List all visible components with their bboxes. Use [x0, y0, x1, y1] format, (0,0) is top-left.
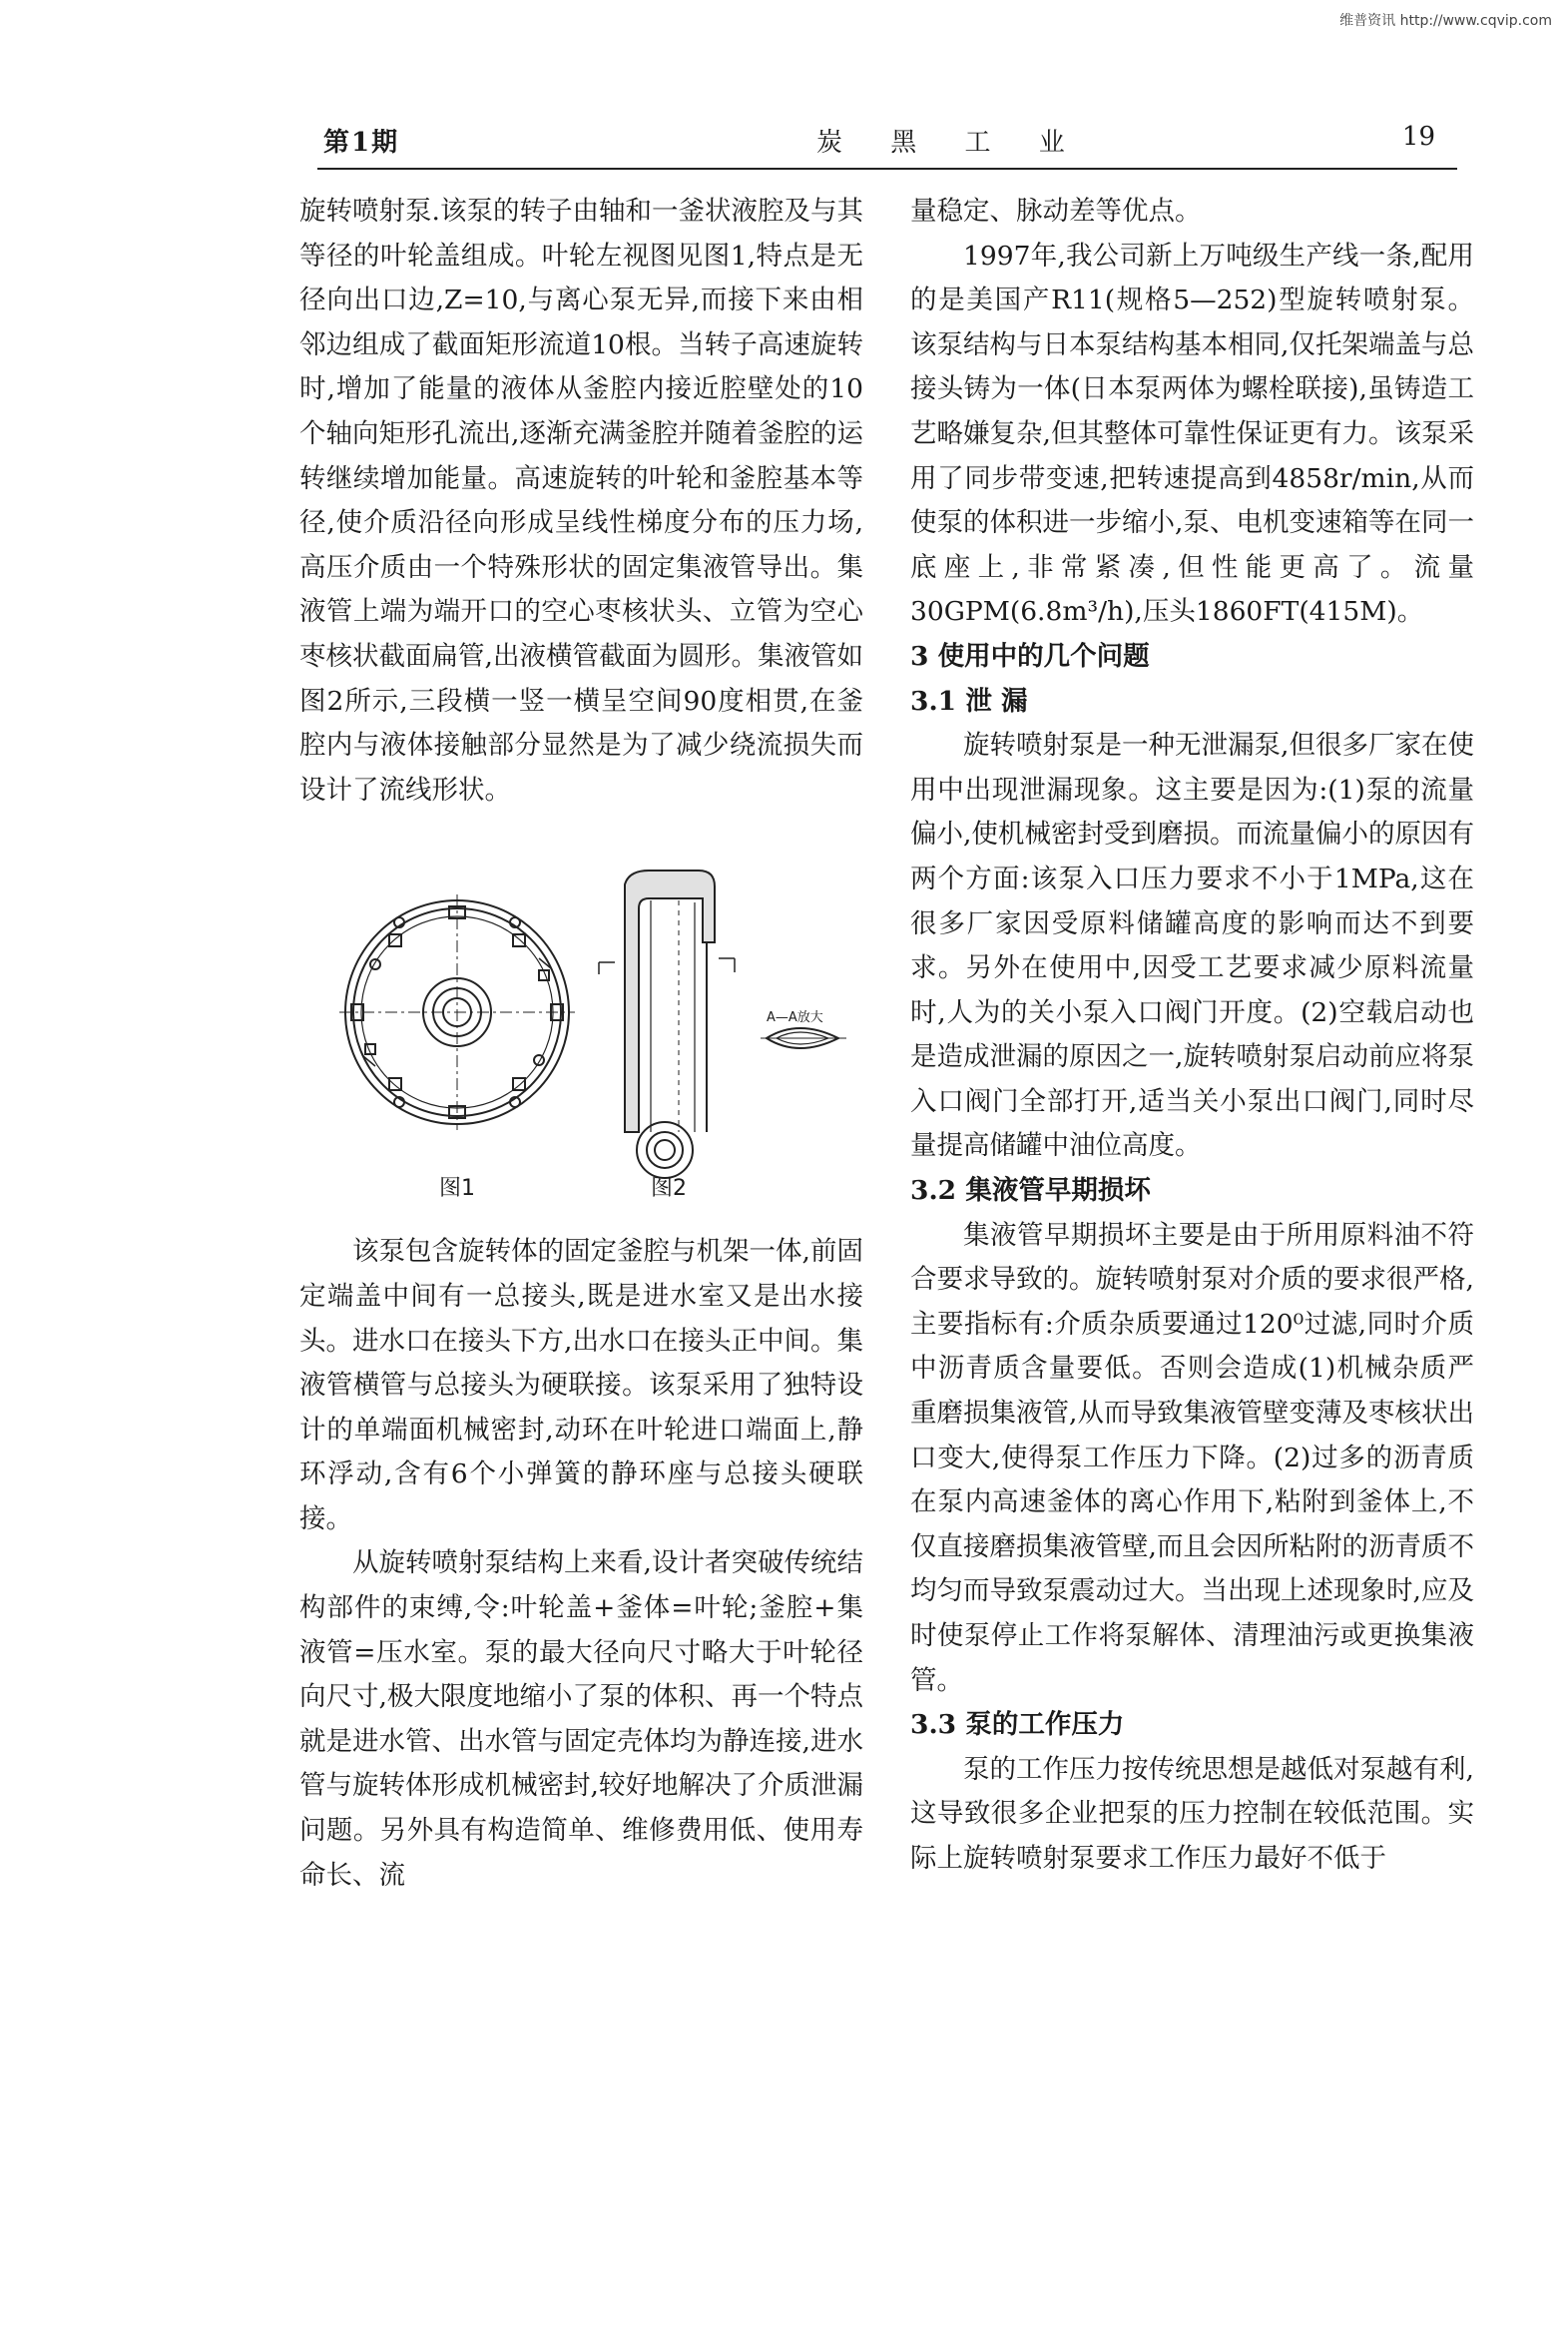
header-rule: [317, 168, 1457, 170]
figure-2-caption: 图2: [651, 1176, 687, 1202]
left-paragraph-1: 旋转喷射泵.该泵的转子由轴和一釜状液腔及与其等径的叶轮盖组成。叶轮左视图见图1,特点是无径向出口边,Z=10,与离心泵无异,而接下来由相邻边组成了截面矩形流道10根。当转子高速旋转时,增加了能量的液体从釜腔内接近腔壁处的10个轴向矩形孔流出,逐渐充满釜腔并随着釜腔的运转继续增加能量。高速旋转的叶轮和釜腔基本等径,使介质沿径向形成呈线性梯度分布的压力场,高压介质由一个特殊形状的固定集液管导出。集液管上端为端开口的空心枣核状头、立管为空心枣核状截面扁管,出液横管截面为圆形。集液管如图2所示,三段横一竖一横呈空间90度相贯,在釜腔内与液体接触部分显然是为了减少绕流损失而设计了流线形状。: [299, 196, 863, 806]
journal-title: 炭 黑 工 业: [816, 128, 1085, 158]
section-3-1-text: 旋转喷射泵是一种无泄漏泵,但很多厂家在使用中出现泄漏现象。这主要是因为:(1)泵的流量偏小,使机械密封受到磨损。而流量偏小的原因有两个方面:该泵入口压力要求不小于1MPa,这在很多厂家因受原料储罐高度的影响而达不到要求。另外在使用中,因受工艺要求减少原料流量时,人为的关小泵入口阀门开度。(2)空载启动也是造成泄漏的原因之一,旋转喷射泵启动前应将泵入口阀门全部打开,适当关小泵出口阀门,同时尽量提高储罐中油位高度。: [910, 730, 1474, 1162]
section-3-heading: 3 使用中的几个问题: [910, 640, 1150, 672]
figure-block: [299, 843, 863, 1222]
right-column: [910, 190, 1474, 1882]
page-header: [317, 122, 1435, 158]
section-3-1-heading: 3.1 泄 漏: [910, 685, 1028, 717]
section-3-2-heading: 3.2 集液管早期损坏: [910, 1175, 1151, 1207]
right-paragraph-0: 量稳定、脉动差等优点。: [910, 196, 1202, 227]
section-3-2-text: 集液管早期损坏主要是由于所用原料油不符合要求导致的。旋转喷射泵对介质的要求很严格,主要指标有:介质杂质要通过120⁰过滤,同时介质中沥青质含量要低。否则会造成(1)机械杂质严重磨损集液管,从而导致集液管壁变薄及枣核状出口变大,使得泵工作压力下降。(2)过多的沥青质在泵内高速釜体的离心作用下,粘附到釜体上,不仅直接磨损集液管壁,而且会因所粘附的沥青质不均匀而导致泵震动过大。当出现上述现象时,应及时使泵停止工作将泵解体、清理油污或更换集液管。: [910, 1219, 1474, 1696]
issue-number: 第1期: [323, 128, 400, 158]
section-3-3-heading: 3.3 泵的工作压力: [910, 1709, 1125, 1741]
section-3-3-text: 泵的工作压力按传统思想是越低对泵越有利,这导致很多企业把泵的压力控制在较低范围。实际上旋转喷射泵要求工作压力最好不低于: [910, 1753, 1474, 1874]
figure-1-caption: 图1: [439, 1176, 475, 1202]
right-paragraph-1: 1997年,我公司新上万吨级生产线一条,配用的是美国产R11(规格5—252)型旋转喷射泵。该泵结构与日本泵结构基本相同,仅托架端盖与总接头铸为一体(日本泵两体为螺栓联接),虽铸造工艺略嫌复杂,但其整体可靠性保证更有力。该泵采用了同步带变速,把转速提高到4858r/min,从而使泵的体积进一步缩小,泵、电机变速箱等在同一底座上,非常紧凑,但性能更高了。流量30GPM(6.8m³/h),压头1860FT(415M)。: [910, 240, 1474, 628]
section-a-a-label: A—A放大: [767, 1010, 823, 1026]
page-number: 19: [1401, 122, 1435, 152]
left-paragraph-2: 该泵包含旋转体的固定釜腔与机架一体,前固定端盖中间有一总接头,既是进水室又是出水接头。进水口在接头下方,出水口在接头正中间。集液管横管与总接头为硬联接。该泵采用了独特设计的单端面机械密封,动环在叶轮进口端面上,静环浮动,含有6个小弹簧的静环座与总接头硬联接。: [299, 1236, 863, 1534]
impeller-figure: [339, 894, 575, 1130]
left-column: [299, 190, 863, 1898]
watermark: 维普资讯 http://www.cqvip.com: [1339, 13, 1552, 29]
left-paragraph-3: 从旋转喷射泵结构上来看,设计者突破传统结构部件的束缚,令:叶轮盖+釜体=叶轮;釜腔+集液管=压水室。泵的最大径向尺寸略大于叶轮径向尺寸,极大限度地缩小了泵的体积、再一个特点就是进水管、出水管与固定壳体均为静连接,进水管与旋转体形成机械密封,较好地解决了介质泄漏问题。另外具有构造简单、维修费用低、使用寿命长、流: [299, 1547, 863, 1891]
